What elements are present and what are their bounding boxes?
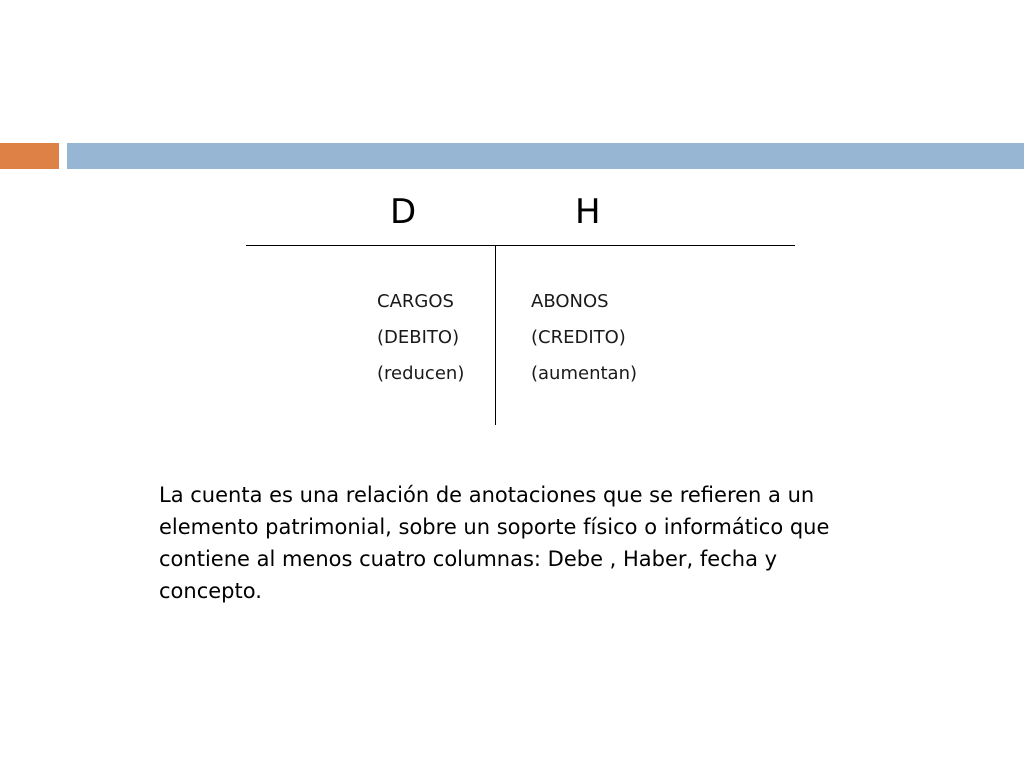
- credit-column: [531, 284, 637, 392]
- account-definition-text: La cuenta es una relación de anotaciones que se refieren a un elemento patrimonial, sobre un soporte físico o informático que contiene al menos cuatro columnas: Debe , Haber, fecha y concepto.: [159, 483, 830, 603]
- credit-label-abonos: ABONOS: [531, 291, 609, 312]
- debit-label-reducen: (reducen): [377, 363, 465, 384]
- debit-column: [377, 284, 464, 392]
- credit-label-credito: (CREDITO): [531, 327, 626, 348]
- credit-label-aumentan: (aumentan): [531, 363, 637, 384]
- debit-heading: D: [390, 192, 417, 232]
- t-account-vertical-line: [495, 245, 496, 425]
- t-account-horizontal-line: [246, 245, 795, 246]
- accent-bar-blue: [67, 143, 1024, 169]
- credit-heading: H: [575, 192, 601, 232]
- debit-label-debito: (DEBITO): [377, 327, 460, 348]
- accent-bar-orange: [0, 143, 59, 169]
- debit-label-cargos: CARGOS: [377, 291, 454, 312]
